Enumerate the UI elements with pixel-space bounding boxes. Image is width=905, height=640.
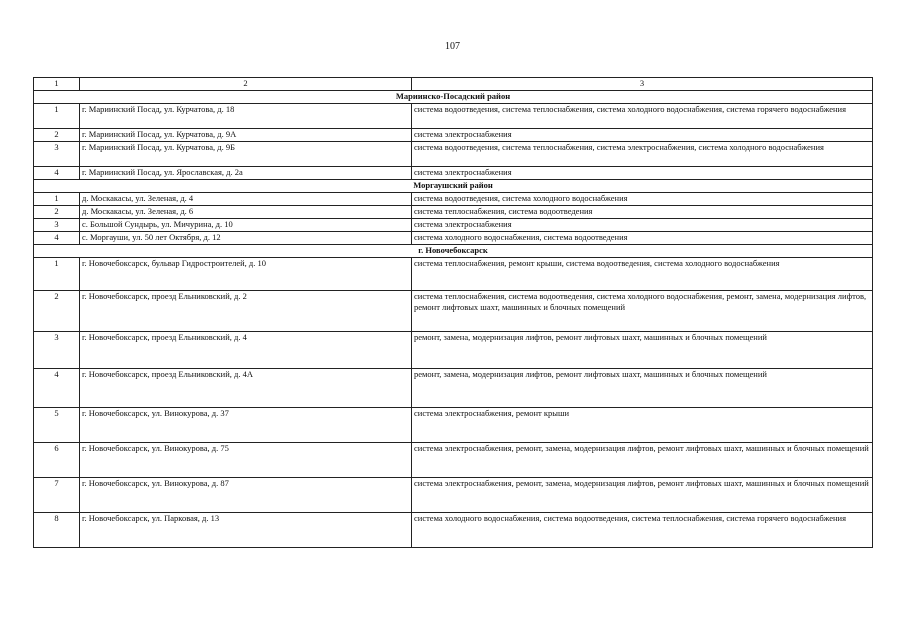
row-number: 5 <box>34 408 80 443</box>
section-header-row <box>34 245 873 258</box>
row-number: 3 <box>34 219 80 232</box>
table-row <box>34 142 873 167</box>
section-title: Моргаушский район <box>34 180 873 193</box>
row-address: г. Мариинский Посад, ул. Курчатова, д. 9А <box>80 129 412 142</box>
section-title: г. Новочебоксарск <box>34 245 873 258</box>
row-works: система электроснабжения, ремонт, замена, модернизация лифтов, ремонт лифтовых шахт, машинных и блочных помещений <box>412 478 873 513</box>
row-address: г. Новочебоксарск, бульвар Гидростроителей, д. 10 <box>80 258 412 291</box>
row-works: система водоотведения, система теплоснабжения, система электроснабжения, система холодного водоснабжения <box>412 142 873 167</box>
row-number: 7 <box>34 478 80 513</box>
table-row <box>34 232 873 245</box>
table-row <box>34 408 873 443</box>
table-row <box>34 129 873 142</box>
works-table <box>33 77 873 548</box>
row-number: 2 <box>34 291 80 332</box>
row-works: система теплоснабжения, система водоотведения, система холодного водоснабжения, ремонт, замена, модернизация лифтов, ремонт лифтовых шахт, машинных и блочных помещений <box>412 291 873 332</box>
column-header-address: 2 <box>80 78 412 91</box>
table-row <box>34 291 873 332</box>
row-address: г. Новочебоксарск, проезд Ельниковский, д. 4 <box>80 332 412 369</box>
row-works: система электроснабжения, ремонт крыши <box>412 408 873 443</box>
row-number: 2 <box>34 206 80 219</box>
row-number: 1 <box>34 104 80 129</box>
row-works: система теплоснабжения, система водоотведения <box>412 206 873 219</box>
row-address: с. Большой Сундырь, ул. Мичурина, д. 10 <box>80 219 412 232</box>
row-works: ремонт, замена, модернизация лифтов, ремонт лифтовых шахт, машинных и блочных помещений <box>412 369 873 408</box>
row-address: г. Новочебоксарск, проезд Ельниковский, д. 4А <box>80 369 412 408</box>
row-number: 3 <box>34 332 80 369</box>
row-works: система электроснабжения <box>412 219 873 232</box>
row-number: 4 <box>34 232 80 245</box>
row-works: система холодного водоснабжения, система водоотведения <box>412 232 873 245</box>
row-works: система теплоснабжения, ремонт крыши, система водоотведения, система холодного водоснабжения <box>412 258 873 291</box>
section-header-row <box>34 91 873 104</box>
table-row <box>34 167 873 180</box>
row-address: г. Мариинский Посад, ул. Ярославская, д. 2а <box>80 167 412 180</box>
row-address: г. Новочебоксарск, ул. Винокурова, д. 87 <box>80 478 412 513</box>
row-address: г. Новочебоксарск, ул. Винокурова, д. 37 <box>80 408 412 443</box>
page-number: 107 <box>445 41 460 52</box>
section-header-row <box>34 180 873 193</box>
table-row <box>34 104 873 129</box>
table-row <box>34 443 873 478</box>
row-number: 1 <box>34 193 80 206</box>
row-works: система холодного водоснабжения, система водоотведения, система теплоснабжения, система горячего водоснабжения <box>412 513 873 548</box>
row-number: 8 <box>34 513 80 548</box>
row-works: система электроснабжения <box>412 129 873 142</box>
row-works: система водоотведения, система теплоснабжения, система холодного водоснабжения, система горячего водоснабжения <box>412 104 873 129</box>
table-row <box>34 193 873 206</box>
row-address: с. Моргауши, ул. 50 лет Октября, д. 12 <box>80 232 412 245</box>
row-address: г. Новочебоксарск, ул. Винокурова, д. 75 <box>80 443 412 478</box>
table-row <box>34 332 873 369</box>
row-number: 2 <box>34 129 80 142</box>
row-number: 4 <box>34 167 80 180</box>
table-row <box>34 258 873 291</box>
row-address: д. Москакасы, ул. Зеленая, д. 6 <box>80 206 412 219</box>
row-address: г. Новочебоксарск, ул. Парковая, д. 13 <box>80 513 412 548</box>
table-row <box>34 369 873 408</box>
row-works: система электроснабжения, ремонт, замена, модернизация лифтов, ремонт лифтовых шахт, машинных и блочных помещений <box>412 443 873 478</box>
row-works: ремонт, замена, модернизация лифтов, ремонт лифтовых шахт, машинных и блочных помещений <box>412 332 873 369</box>
row-address: д. Москакасы, ул. Зеленая, д. 4 <box>80 193 412 206</box>
table-row <box>34 206 873 219</box>
row-address: г. Мариинский Посад, ул. Курчатова, д. 18 <box>80 104 412 129</box>
row-number: 1 <box>34 258 80 291</box>
row-address: г. Новочебоксарск, проезд Ельниковский, д. 2 <box>80 291 412 332</box>
section-title: Мариинско-Посадский район <box>34 91 873 104</box>
row-address: г. Мариинский Посад, ул. Курчатова, д. 9Б <box>80 142 412 167</box>
table-row <box>34 478 873 513</box>
column-header-number: 1 <box>34 78 80 91</box>
column-header-works: 3 <box>412 78 873 91</box>
row-works: система водоотведения, система холодного водоснабжения <box>412 193 873 206</box>
row-number: 3 <box>34 142 80 167</box>
table-row <box>34 219 873 232</box>
row-number: 4 <box>34 369 80 408</box>
row-number: 6 <box>34 443 80 478</box>
row-works: система электроснабжения <box>412 167 873 180</box>
column-header-row <box>34 78 873 91</box>
table-row <box>34 513 873 548</box>
